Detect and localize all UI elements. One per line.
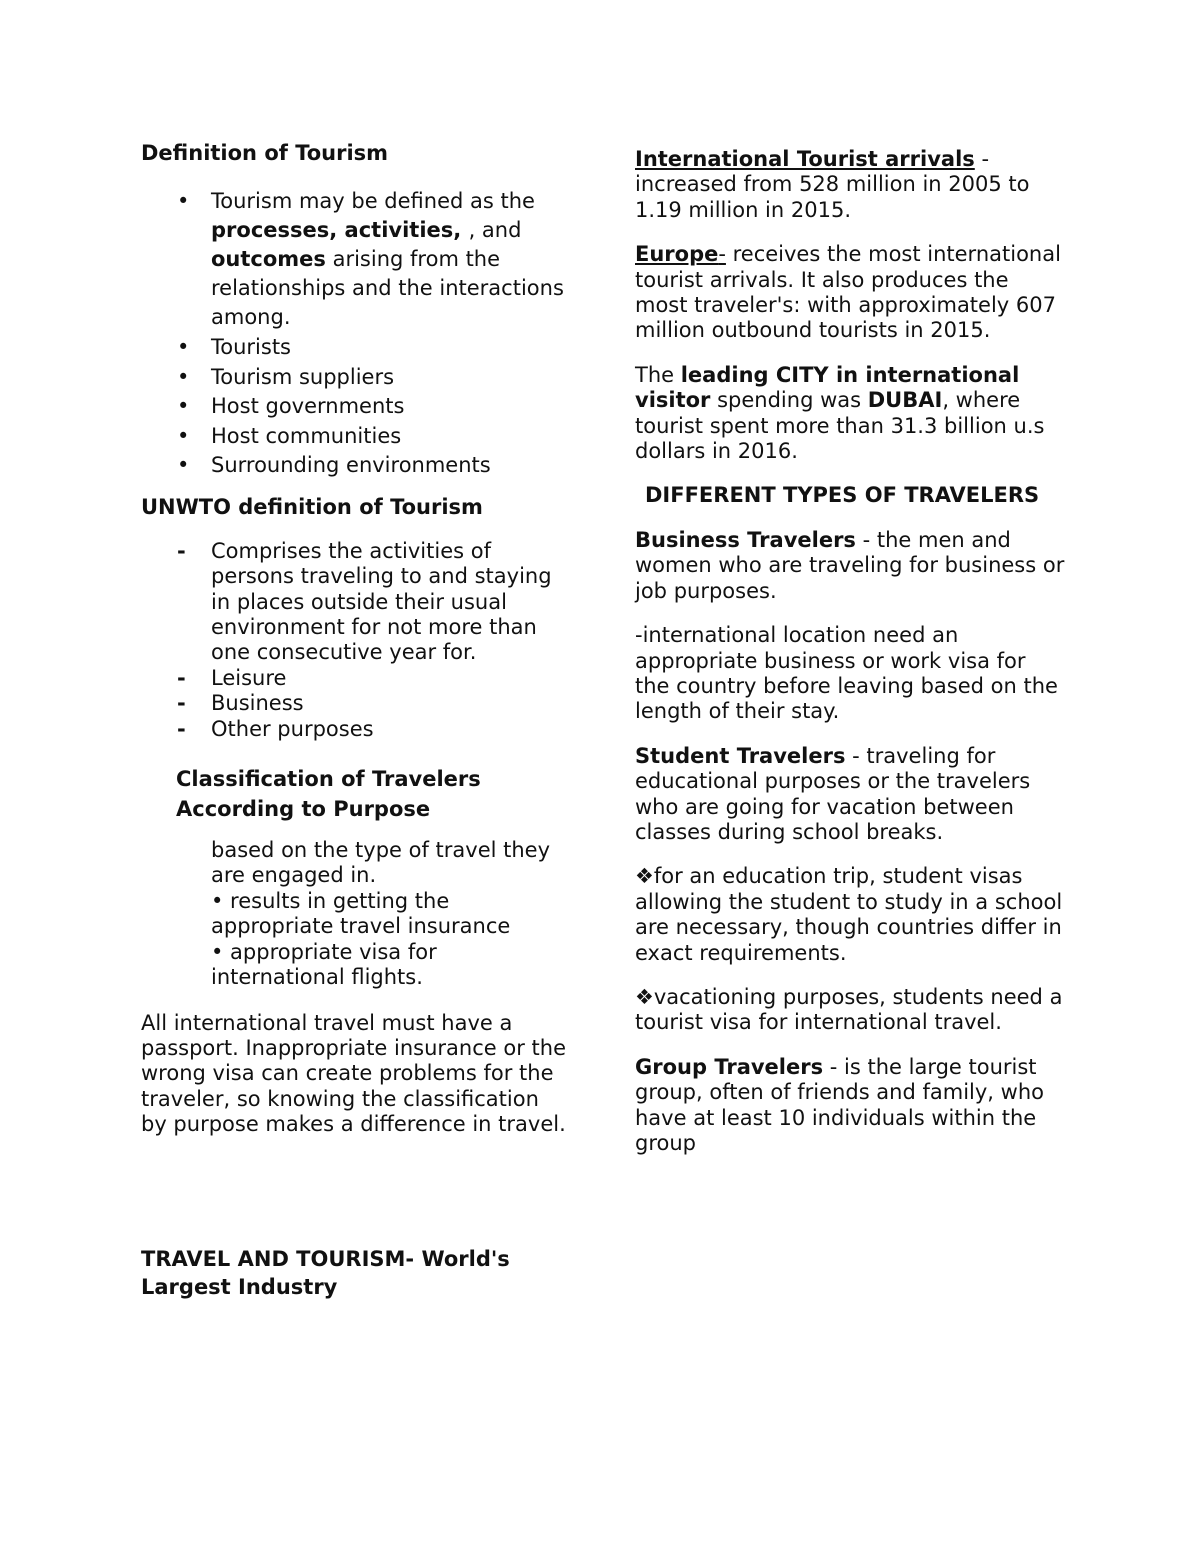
unwto-heading: UNWTO definition of Tourism bbox=[141, 495, 483, 520]
list-item: - Comprises the activities of persons traveling to and staying in places outside their usual environment for not more than one consecutive year for. bbox=[177, 538, 552, 665]
student-vacation-paragraph: ❖vacationing purposes, students need a tourist visa for international travel. bbox=[635, 984, 1063, 1035]
definition-heading: Definition of Tourism bbox=[141, 141, 389, 165]
student-paragraph: Student Travelers - traveling for educational purposes or the travelers who are going for vacation between classes during school breaks. bbox=[635, 743, 1031, 844]
bullet-icon: • bbox=[177, 364, 190, 389]
bullet-icon: • bbox=[177, 394, 190, 419]
list-item: - Business bbox=[177, 691, 304, 716]
dash-icon: - bbox=[177, 665, 186, 690]
list-item: • Host communities bbox=[177, 423, 402, 448]
passport-paragraph: All international travel must have a passport. Inappropriate insurance or the wrong visa can create problems for the traveler, so knowing the classification by purpose makes a difference in travel. bbox=[141, 1010, 566, 1137]
types-heading: DIFFERENT TYPES OF TRAVELERS bbox=[645, 483, 1040, 508]
list-item: • Tourists bbox=[177, 335, 292, 360]
group-paragraph: Group Travelers - is the large tourist group, often of friends and family, who have at least 10 individuals within the group bbox=[635, 1054, 1044, 1155]
arrivals-paragraph: International Tourist arrivals - increased from 528 million in 2005 to 1.19 million in 2015. bbox=[635, 147, 1030, 222]
dash-icon: - bbox=[177, 538, 186, 563]
unwto-list bbox=[141, 539, 566, 742]
right-column bbox=[635, 147, 1065, 1156]
dubai-paragraph: The leading CITY in international visitor spending was DUBAI, where tourist spent more than 31.3 billion u.s dollars in 2016. bbox=[635, 362, 1045, 464]
bullet-icon: • bbox=[177, 423, 190, 448]
list-item: • Tourism suppliers bbox=[177, 364, 395, 389]
list-item: • Tourism may be defined as the processes, activities, , and outcomes arising from the relationships and the interactions among. bbox=[177, 189, 564, 329]
list-item: • Host governments bbox=[177, 394, 405, 419]
business-paragraph: Business Travelers - the men and women who are traveling for business or job purposes. bbox=[635, 527, 1065, 603]
europe-paragraph: Europe- receives the most international tourist arrivals. It also produces the most traveler's: with approximately 607 million outbound tourists in 2015. bbox=[635, 242, 1061, 343]
dash-icon: - bbox=[177, 691, 186, 716]
list-item: • Surrounding environments bbox=[177, 453, 491, 478]
travel-tourism-heading: TRAVEL AND TOURISM- World's Largest Industry bbox=[141, 1246, 510, 1299]
business-visa-paragraph: -international location need an appropriate business or work visa for the country before leaving based on the length of their stay. bbox=[635, 623, 1058, 724]
classification-body: based on the type of travel they are engaged in. • results in getting the appropriate travel insurance • appropriate visa for international flights. bbox=[211, 838, 551, 990]
bullet-icon: • bbox=[177, 453, 190, 478]
student-education-paragraph: ❖for an education trip, student visas allowing the student to study in a school are necessary, though countries differ in exact requirements. bbox=[635, 864, 1063, 965]
list-item: - Leisure bbox=[177, 665, 287, 690]
classification-heading: Classification of Travelers According to Purpose bbox=[176, 767, 481, 822]
definition-list bbox=[141, 187, 566, 478]
bullet-icon: • bbox=[177, 335, 190, 360]
list-item: - Other purposes bbox=[177, 716, 374, 741]
dash-icon: - bbox=[177, 716, 186, 741]
left-column bbox=[141, 141, 566, 1301]
bullet-icon: • bbox=[177, 189, 190, 214]
